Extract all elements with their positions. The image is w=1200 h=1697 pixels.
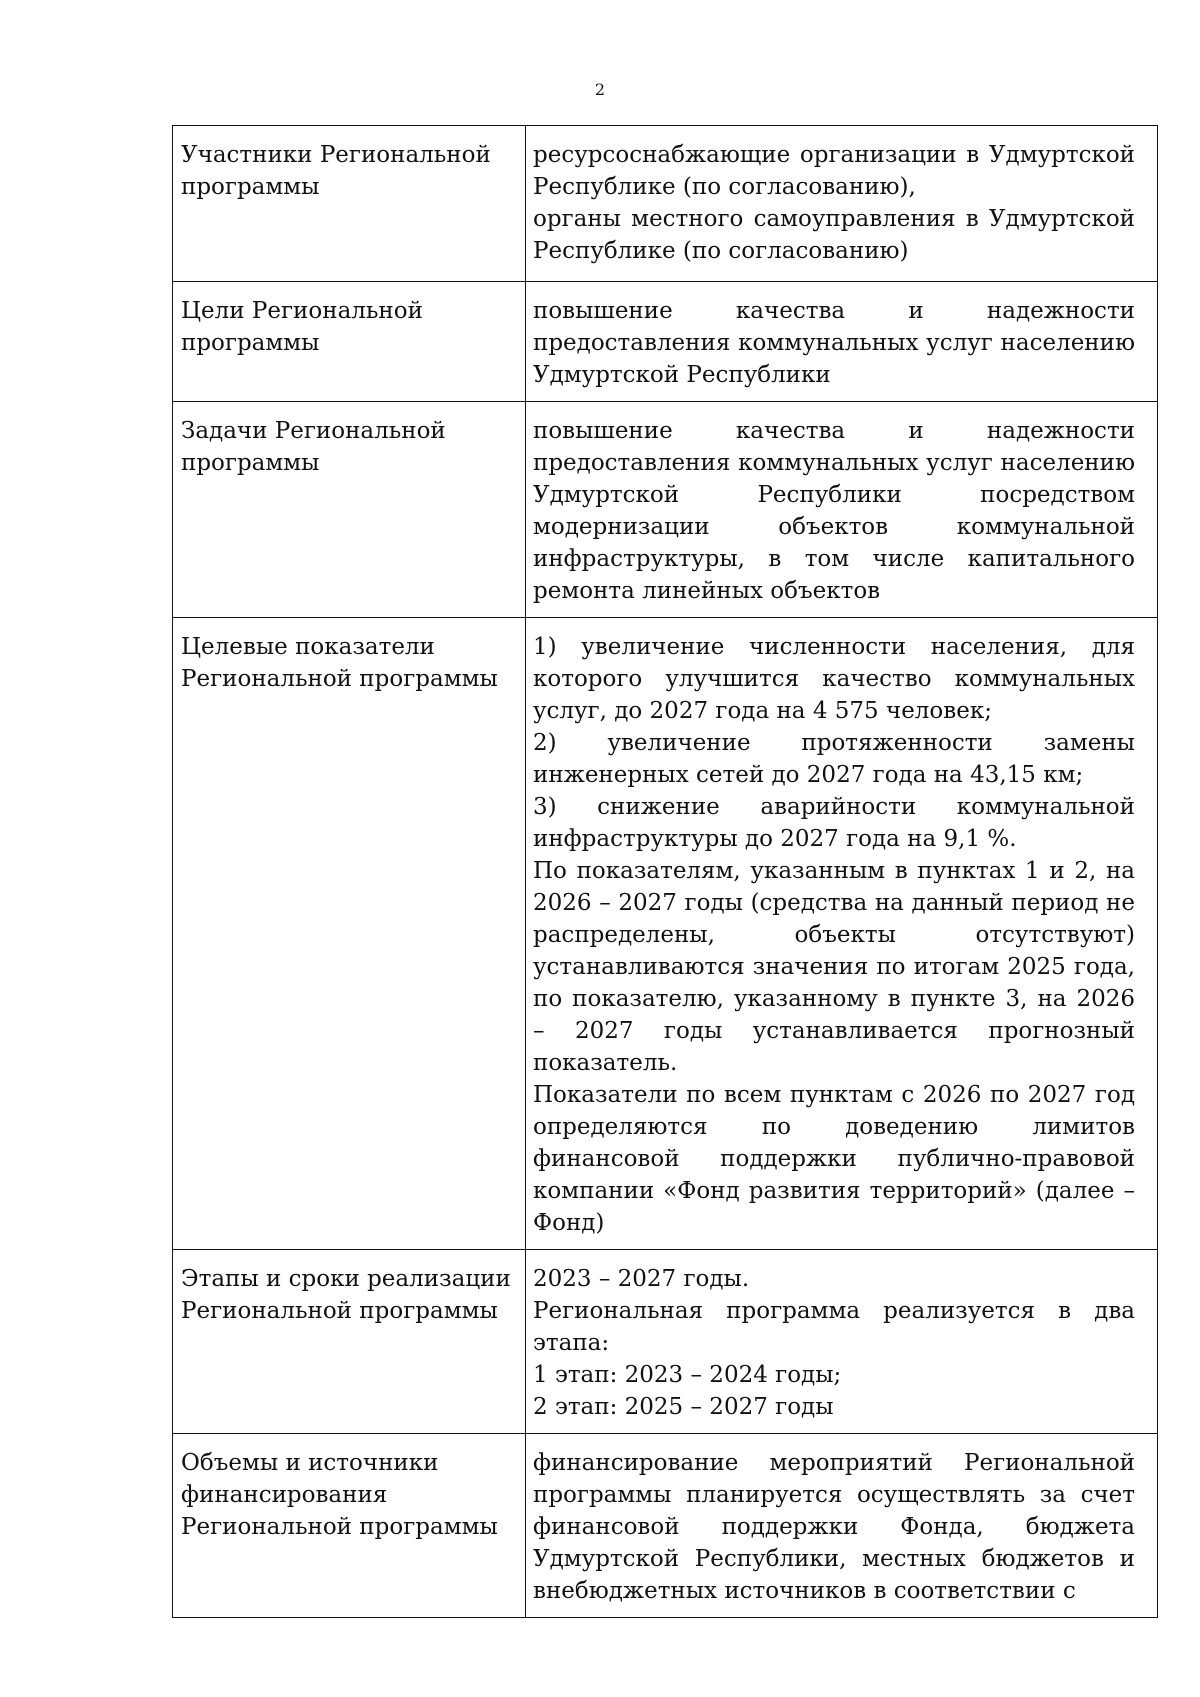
value-line: 1) увеличение численности населения, для которого улучшится качество коммунальных услуг, до 2027 года на 4 575 человек; bbox=[533, 634, 1135, 724]
row-label-text: Целевые показатели Региональной программы bbox=[181, 634, 498, 692]
value-line: 1 этап: 2023 – 2024 годы; bbox=[533, 1362, 842, 1388]
row-label bbox=[173, 126, 526, 282]
table-row-target-indicators bbox=[173, 618, 1158, 1250]
row-value bbox=[526, 282, 1158, 402]
value-line: Показатели по всем пунктам с 2026 по 2027 год определяются по доведению лимитов финансовой поддержки публично-правовой компании «Фонд развития территорий» (далее – Фонд) bbox=[533, 1082, 1135, 1236]
row-value bbox=[526, 402, 1158, 618]
row-label-text: Объемы и источники финансирования Региональной программы bbox=[181, 1450, 498, 1540]
value-line: Региональная программа реализуется в два этапа: bbox=[533, 1298, 1135, 1356]
row-value bbox=[526, 1250, 1158, 1434]
value-line: 2023 – 2027 годы. bbox=[533, 1266, 750, 1292]
row-value bbox=[526, 1434, 1158, 1618]
value-line: 3) снижение аварийности коммунальной инфраструктуры до 2027 года на 9,1 %. bbox=[533, 794, 1135, 852]
row-label bbox=[173, 282, 526, 402]
value-line: 2 этап: 2025 – 2027 годы bbox=[533, 1394, 834, 1420]
row-label bbox=[173, 618, 526, 1250]
row-label-text: Задачи Региональной программы bbox=[181, 418, 446, 476]
table-row-tasks bbox=[173, 402, 1158, 618]
program-passport-table bbox=[172, 125, 1158, 1618]
value-line: ресурсоснабжающие организации в Удмуртской Республике (по согласованию), bbox=[533, 142, 1135, 200]
table-row-goals bbox=[173, 282, 1158, 402]
value-line: 2) увеличение протяженности замены инженерных сетей до 2027 года на 43,15 км; bbox=[533, 730, 1135, 788]
row-label-text: Участники Региональной программы bbox=[181, 142, 491, 200]
row-label-text: Этапы и сроки реализации Региональной программы bbox=[181, 1266, 511, 1324]
table-row-stages bbox=[173, 1250, 1158, 1434]
row-value bbox=[526, 126, 1158, 282]
row-label-text: Цели Региональной программы bbox=[181, 298, 423, 356]
row-label bbox=[173, 1434, 526, 1618]
page-number: 2 bbox=[594, 80, 606, 99]
value-line: повышение качества и надежности предоставления коммунальных услуг населению Удмуртской Республики посредством модернизации объектов коммунальной инфраструктуры, в том числе капитального ремонта линейных объектов bbox=[533, 418, 1135, 604]
row-label bbox=[173, 402, 526, 618]
value-line: повышение качества и надежности предоставления коммунальных услуг населению Удмуртской Республики bbox=[533, 298, 1135, 388]
table-row-funding bbox=[173, 1434, 1158, 1618]
table-row-participants bbox=[173, 126, 1158, 282]
value-line: органы местного самоуправления в Удмуртской Республике (по согласованию) bbox=[533, 206, 1135, 264]
row-value bbox=[526, 618, 1158, 1250]
value-line: По показателям, указанным в пунктах 1 и 2, на 2026 – 2027 годы (средства на данный период не распределены, объекты отсутствуют) устанавливаются значения по итогам 2025 года, по показателю, указанному в пункте 3, на 2026 – 2027 годы устанавливается прогнозный показатель. bbox=[533, 858, 1135, 1076]
value-line: финансирование мероприятий Региональной программы планируется осуществлять за счет финансовой поддержки Фонда, бюджета Удмуртской Республики, местных бюджетов и внебюджетных источников в соответствии с bbox=[533, 1450, 1135, 1604]
row-label bbox=[173, 1250, 526, 1434]
